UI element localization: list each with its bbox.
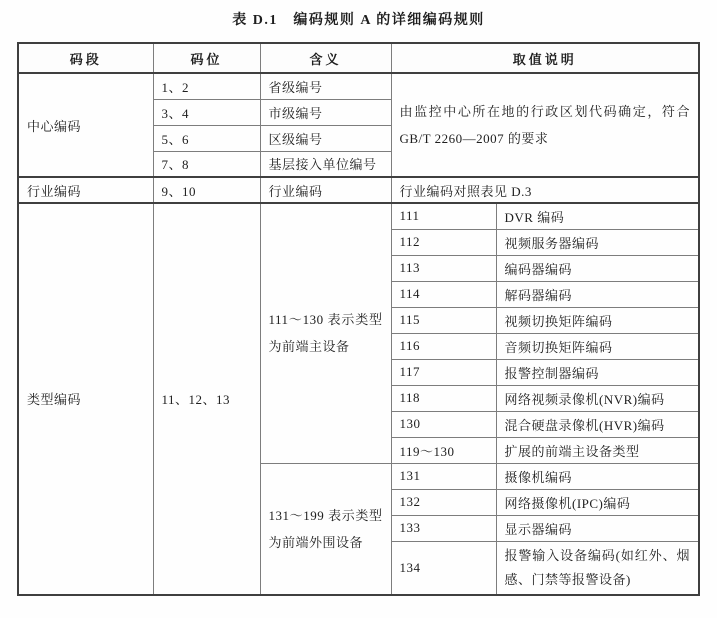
position-cell: 1、2 <box>153 73 260 99</box>
device-code-cell: 111 <box>391 203 496 229</box>
device-desc-cell: 音频切换矩阵编码 <box>496 333 699 359</box>
meaning-cell-group1 <box>260 203 391 463</box>
value-note-line: 由监控中心所在地的行政区划代码确定，符合 <box>399 104 691 119</box>
device-code-cell: 134 <box>391 541 496 595</box>
page-title: 表 D.1 编码规则 A 的详细编码规则 <box>232 13 485 28</box>
segment-cell-center: 中心编码 <box>18 73 153 177</box>
segment-cell-type: 类型编码 <box>18 203 153 595</box>
meaning-cell: 区级编号 <box>260 125 391 151</box>
device-desc-cell: 网络摄像机(IPC)编码 <box>496 489 699 515</box>
device-code-cell: 113 <box>391 255 496 281</box>
device-code-cell: 132 <box>391 489 496 515</box>
meaning-line: 131～199 表示类型 <box>268 507 383 523</box>
position-cell: 5、6 <box>153 125 260 151</box>
device-desc-cell: 报警控制器编码 <box>496 359 699 385</box>
device-code-cell: 133 <box>391 515 496 541</box>
device-desc-cell: 混合硬盘录像机(HVR)编码 <box>496 411 699 437</box>
position-cell: 9、10 <box>153 177 260 203</box>
device-code-cell: 115 <box>391 307 496 333</box>
value-note-cell: 行业编码对照表见 D.3 <box>391 177 699 203</box>
device-desc-cell: 视频切换矩阵编码 <box>496 307 699 333</box>
device-code-cell: 130 <box>391 411 496 437</box>
device-desc-cell: 显示器编码 <box>496 515 699 541</box>
device-code-cell: 118 <box>391 385 496 411</box>
device-desc-cell: 解码器编码 <box>496 281 699 307</box>
meaning-line: 111～130 表示类型 <box>268 312 383 328</box>
device-code-cell: 114 <box>391 281 496 307</box>
table-row <box>18 177 699 203</box>
meaning-cell-group2 <box>260 463 391 595</box>
device-desc-cell: DVR 编码 <box>496 203 699 229</box>
segment-cell-industry: 行业编码 <box>18 177 153 203</box>
meaning-line: 为前端主设备 <box>268 339 350 355</box>
device-code-cell: 131 <box>391 463 496 489</box>
header-cell-segment: 码段 <box>18 43 153 73</box>
table-row <box>18 203 699 229</box>
position-cell: 11、12、13 <box>153 203 260 595</box>
device-desc-cell: 视频服务器编码 <box>496 229 699 255</box>
device-code-cell: 119～130 <box>391 437 496 463</box>
header-cell-meaning: 含义 <box>260 43 391 73</box>
device-code-cell: 112 <box>391 229 496 255</box>
table-row <box>18 73 699 99</box>
device-desc-cell: 网络视频录像机(NVR)编码 <box>496 385 699 411</box>
meaning-cell: 省级编号 <box>260 73 391 99</box>
device-desc-cell: 摄像机编码 <box>496 463 699 489</box>
header-cell-value-note: 取值说明 <box>391 43 699 73</box>
device-code-cell: 117 <box>391 359 496 385</box>
header-row <box>18 43 699 73</box>
value-note-line: GB/T 2260—2007 的要求 <box>399 131 549 146</box>
value-note-cell <box>391 73 699 177</box>
device-desc-cell: 扩展的前端主设备类型 <box>496 437 699 463</box>
device-code-cell: 116 <box>391 333 496 359</box>
meaning-cell: 基层接入单位编号 <box>260 151 391 177</box>
header-cell-position: 码位 <box>153 43 260 73</box>
meaning-cell: 行业编码 <box>260 177 391 203</box>
device-desc-cell: 编码器编码 <box>496 255 699 281</box>
coding-rules-table <box>17 42 700 596</box>
meaning-cell: 市级编号 <box>260 99 391 125</box>
meaning-line: 为前端外围设备 <box>268 534 364 550</box>
device-desc-cell: 报警输入设备编码(如红外、烟感、门禁等报警设备) <box>496 541 699 595</box>
position-cell: 3、4 <box>153 99 260 125</box>
position-cell: 7、8 <box>153 151 260 177</box>
